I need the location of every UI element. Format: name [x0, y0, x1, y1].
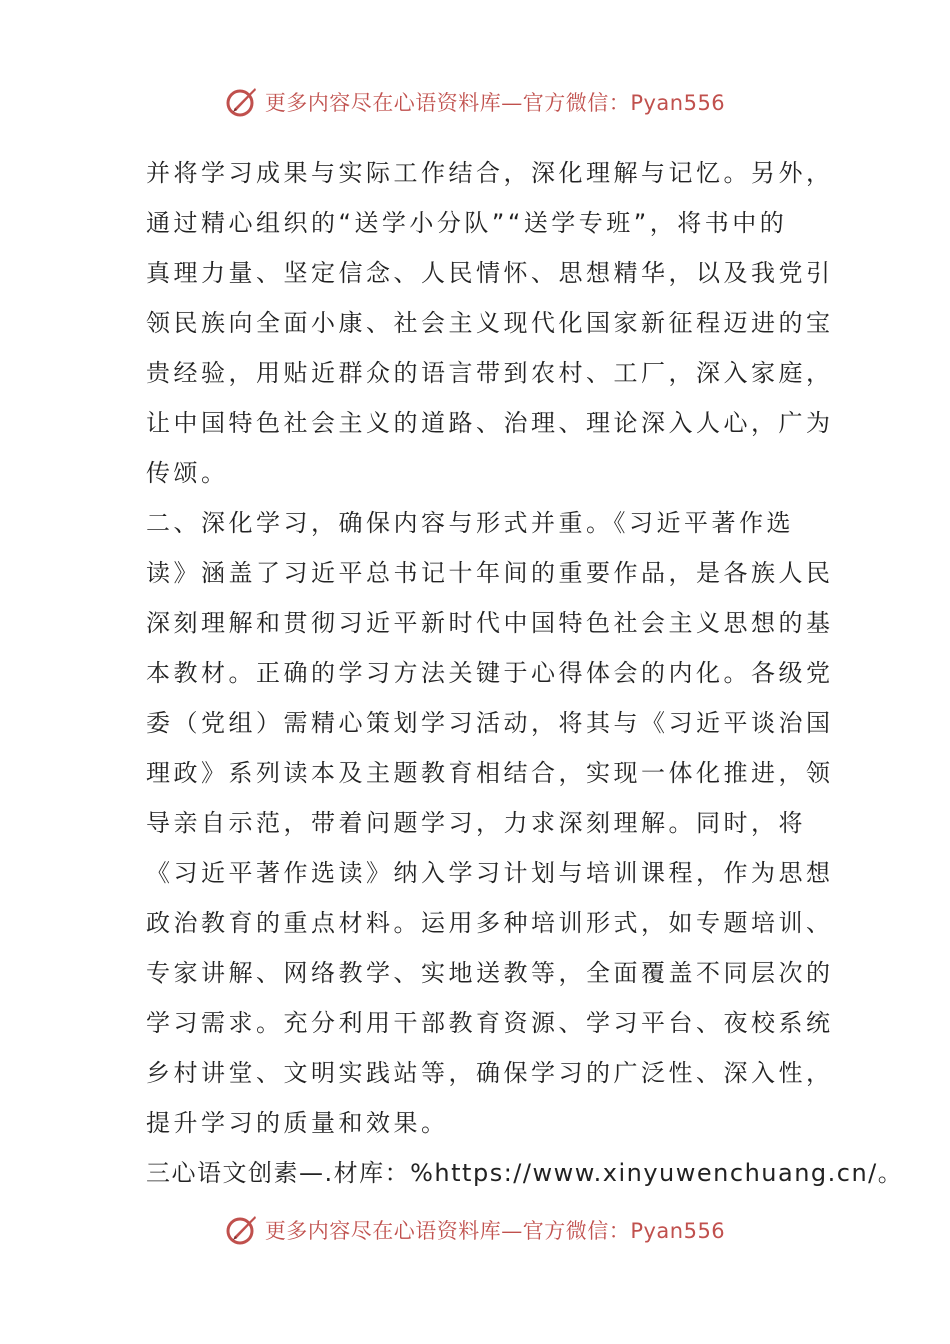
- body-line: 并将学习成果与实际工作结合，深化理解与记忆。另外，: [146, 159, 834, 187]
- body-line: 《习近平著作选读》纳入学习计划与培训课程，作为思想: [146, 859, 834, 887]
- document-body: [146, 148, 904, 1198]
- body-line: 真理力量、坚定信念、人民情怀、思想精华，以及我党引: [146, 259, 834, 287]
- body-line: 贵经验，用贴近群众的语言带到农村、工厂，深入家庭，: [146, 359, 834, 387]
- body-line: 让中国特色社会主义的道路、治理、理论深入人心，广为: [146, 409, 834, 437]
- footer-banner: [0, 1210, 950, 1250]
- pen-logo-icon: [225, 1212, 261, 1248]
- body-line: 学习需求。充分利用干部教育资源、学习平台、夜校系统: [146, 1009, 834, 1037]
- body-line: 导亲自示范，带着问题学习，力求深刻理解。同时，将: [146, 809, 806, 837]
- body-line: 深刻理解和贯彻习近平新时代中国特色社会主义思想的基: [146, 609, 834, 637]
- body-line: 提升学习的质量和效果。: [146, 1109, 449, 1137]
- body-line: 乡村讲堂、文明实践站等，确保学习的广泛性、深入性，: [146, 1059, 834, 1087]
- body-line: 读》涵盖了习近平总书记十年间的重要作品，是各族人民: [146, 559, 834, 587]
- body-line: 通过精心组织的“送学小分队”“送学专班”，将书中的: [146, 209, 788, 237]
- body-line: 委（党组）需精心策划学习活动，将其与《习近平谈治国: [146, 709, 834, 737]
- header-wechat-id: Pyan556: [630, 91, 726, 115]
- body-line: 领民族向全面小康、社会主义现代化国家新征程迈进的宝: [146, 309, 834, 337]
- header-banner: [0, 82, 950, 122]
- body-line: 理政》系列读本及主题教育相结合，实现一体化推进，领: [146, 759, 834, 787]
- body-line: 传颂。: [146, 459, 229, 487]
- footer-wechat-id: Pyan556: [630, 1219, 726, 1243]
- body-line: 本教材。正确的学习方法关键于心得体会的内化。各级党: [146, 659, 834, 687]
- pen-logo-icon: [225, 84, 261, 120]
- body-line: 专家讲解、网络教学、实地送教等，全面覆盖不同层次的: [146, 959, 834, 987]
- footer-banner-text: 更多内容尽在心语资料库—官方微信：Pyan556: [264, 1219, 726, 1243]
- source-link-line: 三心语文创素—.材库：%https://www.xinyuwenchuang.cn/。: [146, 1159, 904, 1187]
- header-banner-text: 更多内容尽在心语资料库—官方微信：Pyan556: [264, 91, 726, 115]
- body-line: 政治教育的重点材料。运用多种培训形式，如专题培训、: [146, 909, 834, 937]
- body-line: 二、深化学习，确保内容与形式并重。《习近平著作选: [146, 509, 794, 537]
